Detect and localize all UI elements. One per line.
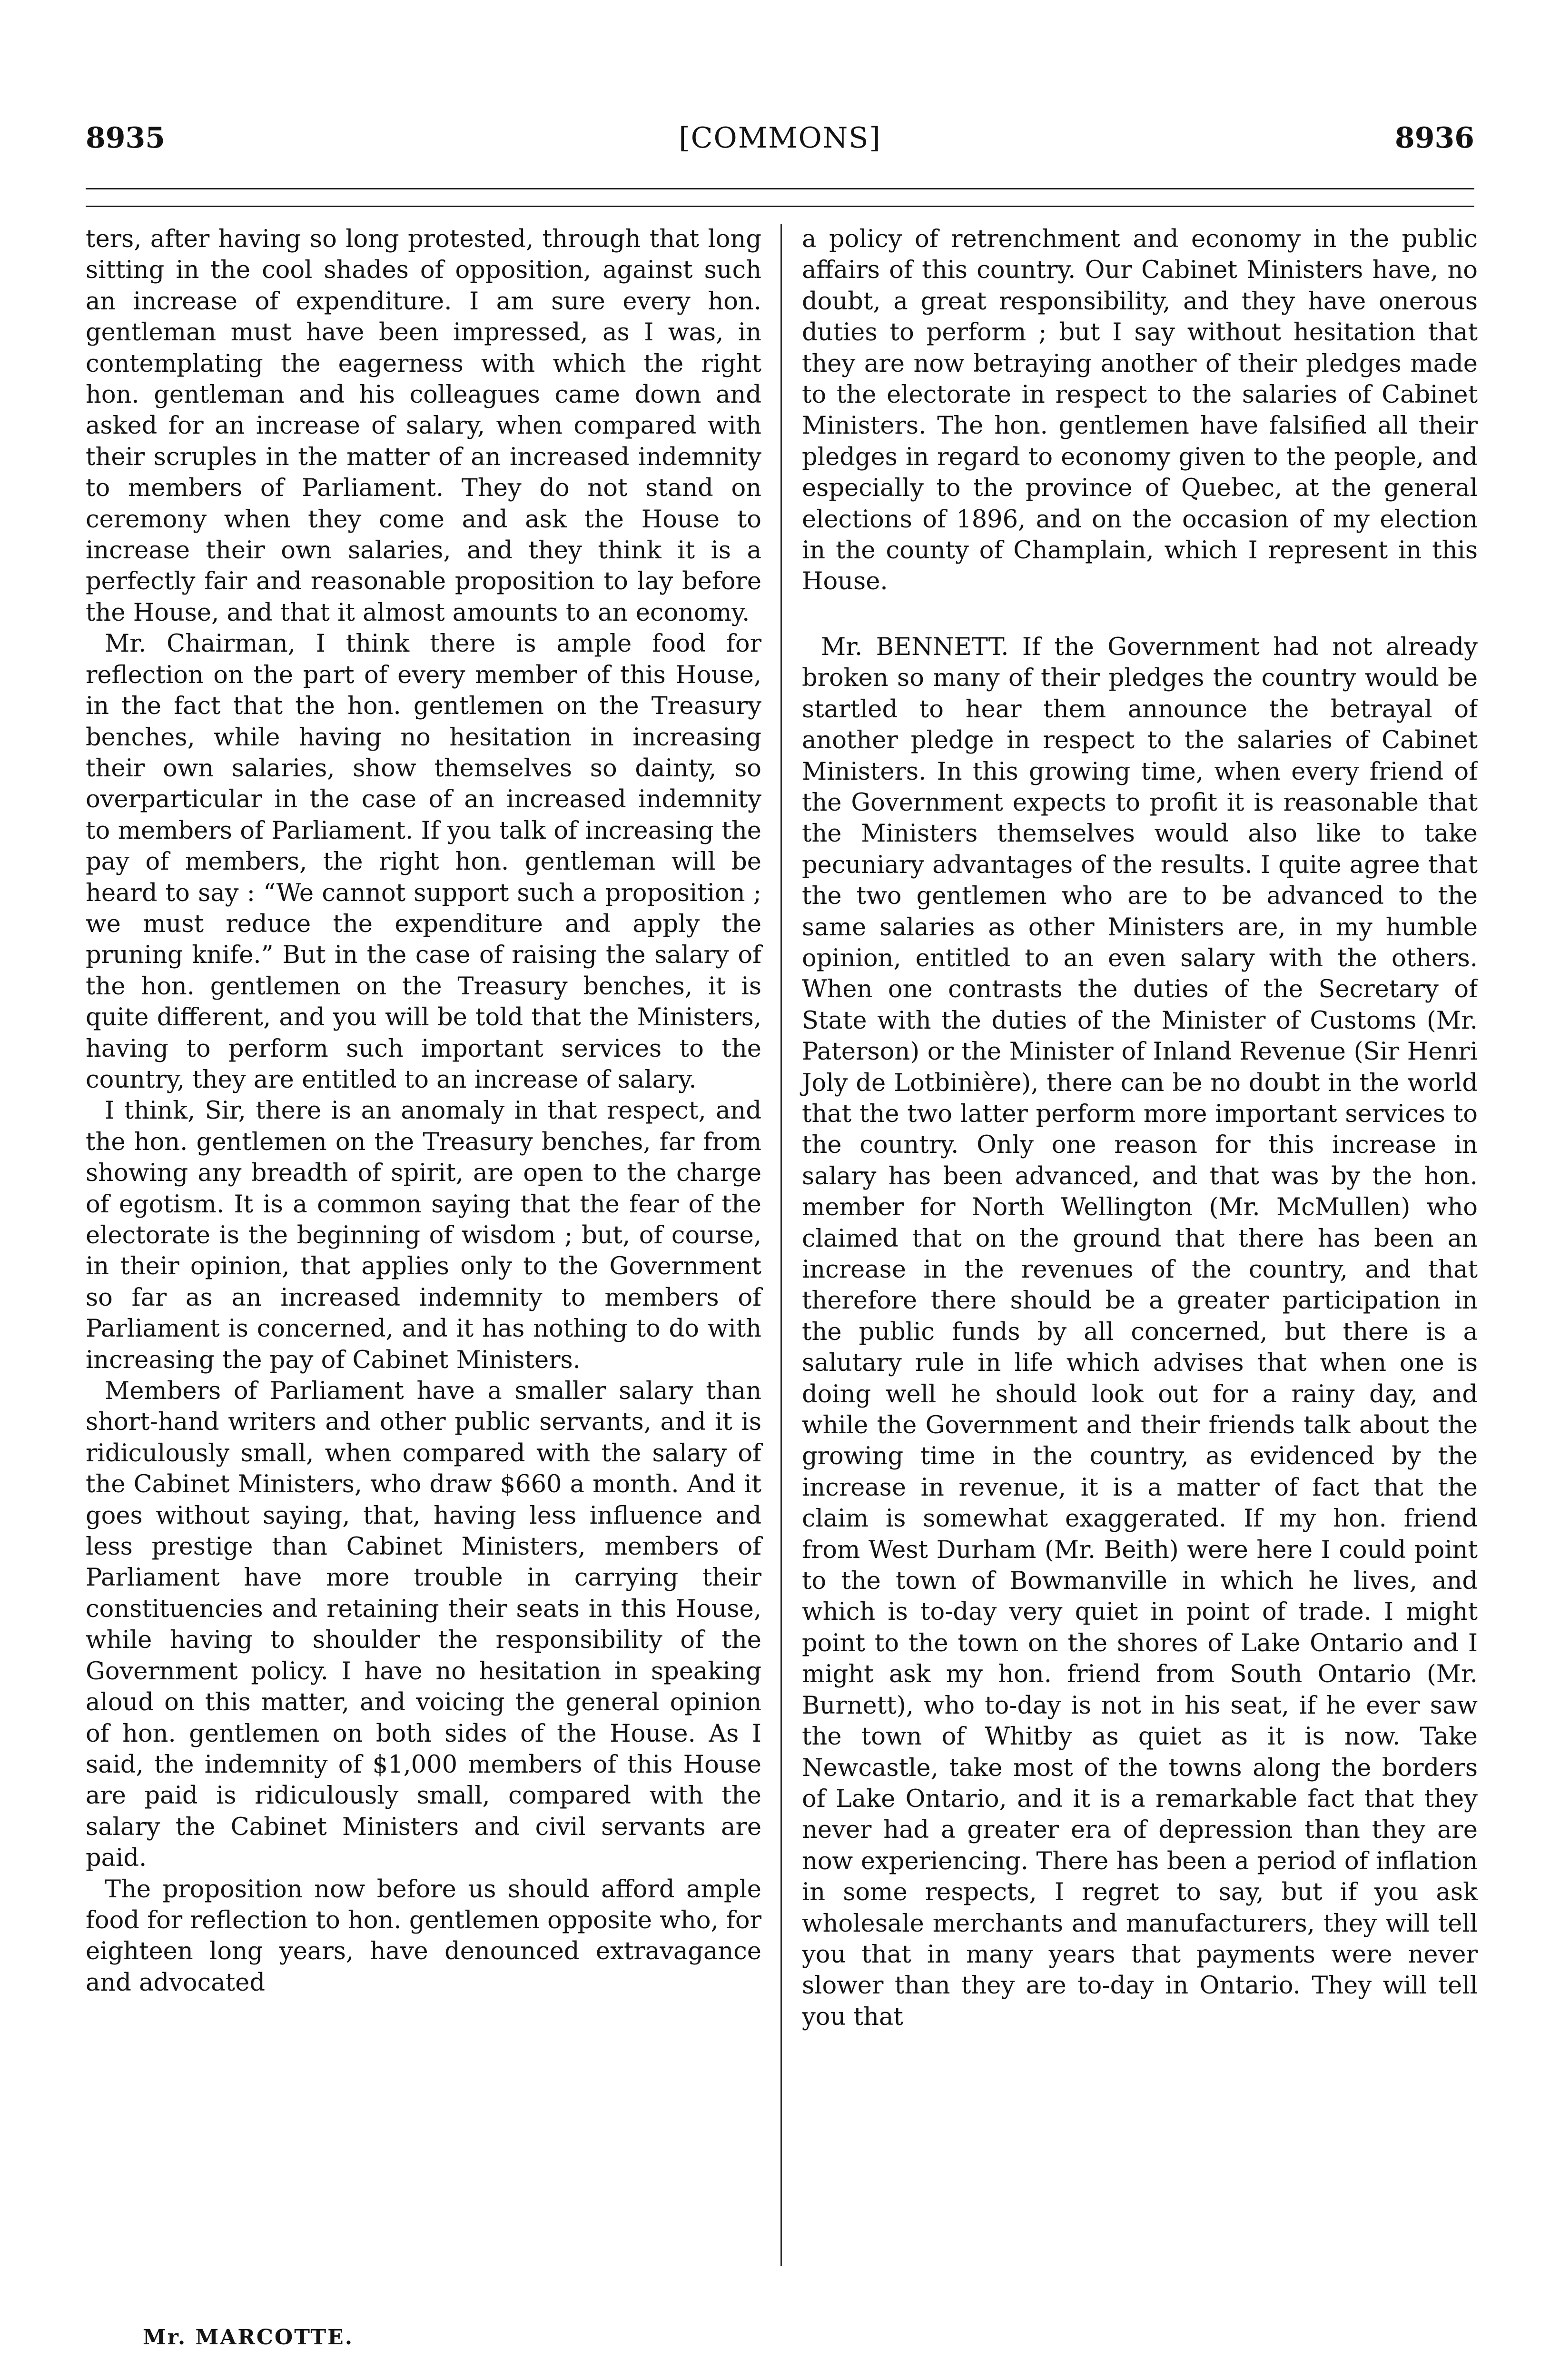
header-rule-bottom xyxy=(86,206,1474,207)
page-header xyxy=(86,121,1474,164)
footer-speaker: Mr. MARCOTTE. xyxy=(143,2325,354,2350)
left-column xyxy=(86,224,771,2271)
paragraph: I think, Sir, there is an anomaly in that respect, and the hon. gentlemen on the Treasury benches, far from showing any breadth of spirit, are open to the charge of egotism. It is a common saying that the fear of the electorate is the beginning of wisdom ; but, of course, in their opinion, that applies only to the Government so far as an increased indemnity to members of Parliament is concerned, and it has nothing to do with increasing the pay of Cabinet Ministers. xyxy=(86,1097,761,1374)
paragraph: a policy of retrenchment and economy in the public affairs of this country. Our Cabinet Ministers have, no doubt, a great responsibility, and they have onerous duties to perform ; but I say without hesitation that they are now betraying another of their pledges made to the electorate in respect to the salaries of Cabinet Ministers. The hon. gentlemen have falsified all their pledges in regard to economy given to the people, and especially to the province of Quebec, at the general elections of 1896, and on the occasion of my election in the county of Champlain, which I represent in this House. xyxy=(802,225,1478,596)
right-column xyxy=(792,224,1478,2271)
paragraph: The proposition now before us should afford ample food for reflection to hon. gentlemen opposite who, for eighteen long years, have denounced extravagance and advocated xyxy=(86,1875,761,1997)
paragraph: Mr. Chairman, I think there is ample food for reflection on the part of every member of this House, in the fact that the hon. gentlemen on the Treasury benches, while having no hesitation in increasing their own salaries, show themselves so dainty, so overparticular in the case of an increased indemnity to members of Parliament. If you talk of increasing the pay of members, the right hon. gentleman will be heard to say : “We cannot support such a proposition ; we must reduce the expenditure and apply the pruning knife.” But in the case of raising the salary of the hon. gentlemen on the Treasury benches, it is quite different, and you will be told that the Ministers, having to perform such important services to the country, they are entitled to an increase of salary. xyxy=(86,630,761,1094)
header-rule-top xyxy=(86,188,1474,189)
page-number-right: 8936 xyxy=(1395,121,1474,155)
page-number-left: 8935 xyxy=(86,121,165,155)
column-divider xyxy=(780,224,782,2266)
paragraph: Mr. BENNETT. If the Government had not already broken so many of their pledges the country would be startled to hear them announce the betrayal of another pledge in respect to the salaries of Cabinet Ministers. In this growing time, when every friend of the Government expects to profit it is reasonable that the Ministers themselves would also like to take pecuniary advantages of the results. I quite agree that the two gentlemen who are to be advanced to the same salaries as other Ministers are, in my humble opinion, entitled to an even salary with the others. When one contrasts the duties of the Secretary of State with the duties of the Minister of Customs (Mr. Paterson) or the Minister of Inland Revenue (Sir Henri Joly de Lotbinière), there can be no doubt in the world that the two latter perform more important services to the country. Only one reason for this increase in salary has been advanced, and that was by the hon. member for North Wellington (Mr. McMullen) who claimed that on the ground that there has been an increase in the revenues of the country, and that therefore there should be a greater participation in the public funds by all concerned, but there is a salutary rule in life which advises that when one is doing well he should look out for a rainy day, and while the Government and their friends talk about the growing time in the country, as evidenced by the increase in revenue, it is a matter of fact that the claim is somewhat exaggerated. If my hon. friend from West Durham (Mr. Beith) were here I could point to the town of Bowmanville in which he lives, and which is to-day very quiet in point of trade. I might point to the town on the shores of Lake Ontario and I might ask my hon. friend from South Ontario (Mr. Burnett), who to-day is not in his seat, if he ever saw the town of Whitby as quiet as it is now. Take Newcastle, take most of the towns along the borders of Lake Ontario, and it is a remarkable fact that they never had a greater era of depression than they are now experiencing. There has been a period of inflation in some respects, I regret to say, but if you ask wholesale merchants and manufacturers, they will tell you that in many years that payments were never slower than they are to-day in Ontario. They will tell you that xyxy=(802,633,1478,2031)
paragraph: ters, after having so long protested, through that long sitting in the cool shades of opposition, against such an increase of expenditure. I am sure every hon. gentleman must have been impressed, as I was, in contemplating the eagerness with which the right hon. gentleman and his colleagues came down and asked for an increase of salary, when compared with their scruples in the matter of an increased indemnity to members of Parliament. They do not stand on ceremony when they come and ask the House to increase their own salaries, and they think it is a perfectly fair and reasonable proposition to lay before the House, and that it almost amounts to an economy. xyxy=(86,225,761,627)
paragraph: Members of Parliament have a smaller salary than short-hand writers and other public servants, and it is ridiculously small, when compared with the salary of the Cabinet Ministers, who draw $660 a month. And it goes without saying, that, having less influence and less prestige than Cabinet Ministers, members of Parliament have more trouble in carrying their constituencies and retaining their seats in this House, while having to shoulder the responsibility of the Government policy. I have no hesitation in speaking aloud on this matter, and voicing the general opinion of hon. gentlemen on both sides of the House. As I said, the indemnity of $1,000 members of this House are paid is ridiculously small, compared with the salary the Cabinet Ministers and civil servants are paid. xyxy=(86,1377,761,1873)
running-title: [COMMONS] xyxy=(679,121,881,155)
